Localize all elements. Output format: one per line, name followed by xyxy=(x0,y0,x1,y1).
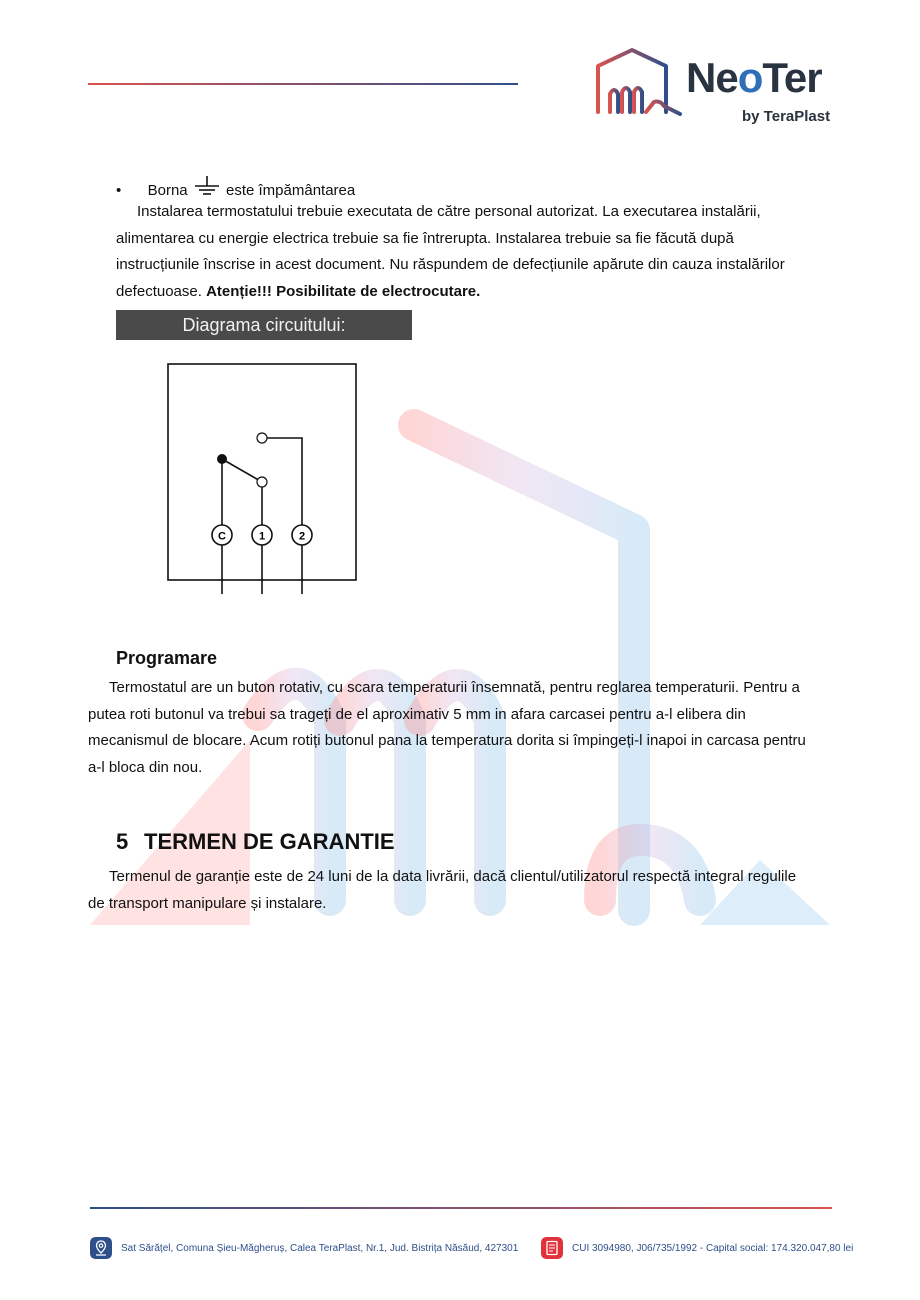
install-paragraph xyxy=(116,199,836,305)
install-line-3: instrucțiunile înscrise in acest document. Nu răspundem de defecțiunile apărute din cauza instalărilor xyxy=(116,256,785,273)
terminal-1 xyxy=(252,525,272,545)
programare-heading: Programare xyxy=(116,648,218,668)
footer-address xyxy=(90,1236,518,1260)
document-icon xyxy=(541,1237,563,1259)
programare-line-1: Termostatul are un buton rotativ, cu scara temperaturii însemnată, pentru reglarea temperaturii. Pentru a xyxy=(109,679,800,696)
warranty-paragraph xyxy=(88,864,838,917)
warranty-line-2: de transport manipulare și instalare. xyxy=(88,894,327,912)
install-line-1: Instalarea termostatului trebuie executata de către personal autorizat. La executarea instalării, xyxy=(137,203,761,220)
footer-divider xyxy=(90,1207,832,1209)
brand-subtitle: by TeraPlast xyxy=(742,108,831,125)
programare-line-3: mecanismul de blocare. Acum rotiți butonul pana la temperatura dorita si împingeți-l inapoi in carcasa pentru xyxy=(88,732,806,749)
terminal-2-label: 2 xyxy=(298,530,306,543)
house-logo-icon xyxy=(592,46,684,116)
bullet-marker: • xyxy=(116,182,122,199)
brand-name: NeoTer xyxy=(686,54,822,101)
terminal-1-label: 1 xyxy=(258,530,266,543)
electrocution-warning: Atenție!!! Posibilitate de electrocutare. xyxy=(206,282,481,300)
location-pin-icon xyxy=(90,1237,112,1259)
terminal-c xyxy=(212,525,232,545)
header-divider xyxy=(88,83,518,85)
bullet-text-after: este împământarea xyxy=(225,182,356,199)
programare-line-4: a-l bloca din nou. xyxy=(88,758,203,776)
install-line-2: alimentarea cu energie electrica trebuie sa fie întrerupta. Instalarea trebuie sa fie făcută după xyxy=(116,229,734,247)
footer-company-info xyxy=(541,1236,853,1260)
section-number: 5 xyxy=(116,829,129,854)
ground-icon xyxy=(194,176,220,198)
neoter-logo xyxy=(592,46,842,130)
terminal-c-label: C xyxy=(218,530,226,543)
company-info-text: CUI 3094980, J06/735/1992 - Capital social: 174.320.047,80 lei xyxy=(572,1242,854,1254)
section-5-title xyxy=(116,829,395,855)
programare-paragraph xyxy=(88,675,838,781)
bullet-ground xyxy=(116,176,355,199)
terminal-2 xyxy=(292,525,312,545)
programare-line-2: putea roti butonul va trebui sa trageți de el aproximativ 5 mm in afara carcasei pentru a-l elibera din xyxy=(88,705,746,723)
address-text: Sat Sărățel, Comuna Șieu-Măgheruș, Calea TeraPlast, Nr.1, Jud. Bistrița Năsăud, 427301 xyxy=(121,1242,519,1254)
warranty-line-1: Termenul de garanție este de 24 luni de la data livrării, dacă clientul/utilizatorul respectă integral regulile xyxy=(109,868,797,885)
circuit-diagram xyxy=(160,356,365,601)
section-title-text: TERMEN DE GARANTIE xyxy=(144,829,395,854)
contact-1 xyxy=(257,477,267,487)
diagram-title: Diagrama circuitului: xyxy=(116,310,412,340)
contact-2 xyxy=(257,433,267,443)
install-line-4: defectuoase. Atenție!!! Posibilitate de electrocutare. xyxy=(116,282,481,300)
common-contact xyxy=(217,454,227,464)
bullet-text-before: Borna xyxy=(147,182,188,199)
